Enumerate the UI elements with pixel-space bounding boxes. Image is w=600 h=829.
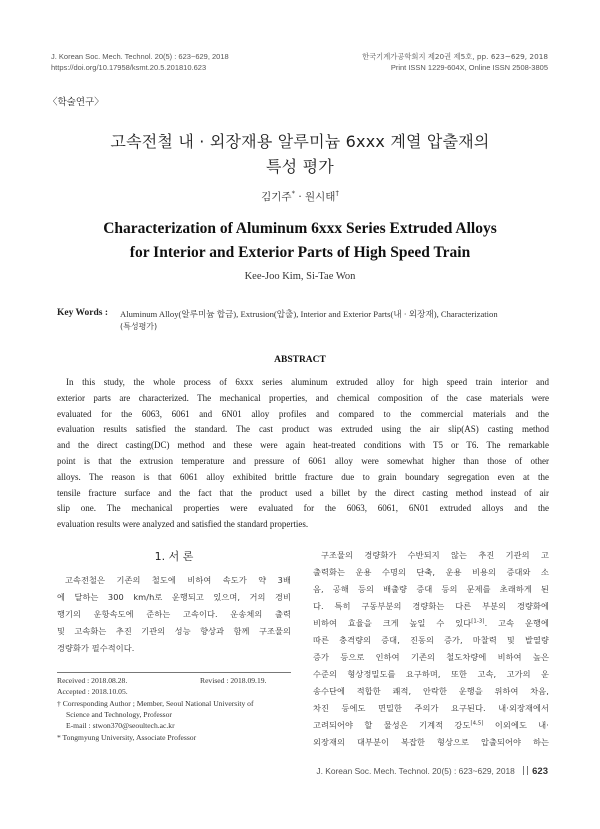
right-col-line: 출력화는 운용 수명의 단축, 운용 비용의 증대와 소 — [313, 567, 549, 577]
authors-english: Kee-Joo Kim, Si-Tae Won — [244, 271, 356, 282]
abstract-line: evaluated for the 6063, 6061 and 6N01 alloy profiles and compared to the commercial materials and the — [57, 408, 549, 419]
author-kim-korean: 김기주 — [261, 191, 292, 203]
author-won-korean: · 원시태 — [294, 191, 336, 203]
coauthor-affiliation: * Tongmyung University, Associate Professor — [57, 733, 197, 742]
right-col-line: 음, 공해 등의 배출량 증대 등의 문제를 초래하게 된 — [313, 584, 549, 594]
header-doi-link[interactable]: https://doi.org/10.17958/ksmt.20.5.201810.623 — [51, 63, 207, 72]
left-col-line: 에 달하는 300 km/h로 운행되고 있으며, 거의 경비 — [57, 592, 291, 602]
title-korean-line2: 특성 평가 — [266, 157, 334, 176]
abstract-line: and the direct casting(DC) method and these were again heat-treated conditions with T5 or T6. The remarkable — [57, 440, 549, 451]
abstract-line: alloys. The reason is that 6061 alloy exhibited brittle fracture due to grain boundary segregation even at the — [57, 471, 549, 482]
footer-citation: J. Korean Soc. Mech. Technol. 20(5) : 623~629, 2018 — [316, 766, 515, 776]
right-col-line: 따른 충격량의 증대, 진동의 증가, 마찰력 및 발열량 — [313, 635, 549, 645]
footer-divider — [523, 766, 524, 775]
abstract-line: In this study, the whole process of 6xxx series aluminum extruded alloy for high speed train interior and — [66, 377, 549, 387]
right-col-line: 수준의 형상정밀도를 요구하며, 또한 고속, 고가의 운 — [313, 669, 549, 679]
right-col-line: 고려되어야 할 물성은 기계적 강도[4,5] 이외에도 내· — [313, 720, 549, 730]
abstract-line: exterior parts are characterized. The mechanical properties, and chemical composition of the case materials were — [57, 392, 549, 403]
received-date: Received : 2018.08.28. — [57, 676, 128, 685]
right-col-line: 증가 등으로 인하여 기존의 철도차량에 비하여 높은 — [313, 652, 549, 662]
footer — [316, 766, 548, 777]
article-category: 〈학술연구〉 — [48, 97, 104, 108]
abstract-line: tensile fracture surface and the fact that the product used a billet by the direct casting method instead of air — [57, 487, 549, 498]
corresponding-author-line2: Science and Technology, Professor — [66, 710, 172, 719]
footer-divider — [527, 766, 528, 775]
corresponding-author-email[interactable]: E-mail : stwon370@seoultech.ac.kr — [66, 721, 175, 730]
authors-korean — [0, 189, 600, 204]
abstract-line: point is that the extrusion temperature and pressure of 6061 alloy were somewhat higher than those of other — [57, 455, 549, 466]
right-col-line: 외장재의 대부분이 복잡한 형상으로 압출되어야 하는 — [313, 737, 549, 747]
revised-date: Revised : 2018.09.19. — [200, 676, 267, 685]
left-col-line: 고속전철은 기존의 철도에 비하여 속도가 약 3배 — [65, 575, 291, 585]
header-issn: Print ISSN 1229-604X, Online ISSN 2508-3805 — [390, 63, 548, 72]
left-col-line: 및 고속화는 추진 기관의 성능 향상과 함께 구조물의 — [57, 626, 291, 636]
abstract-line: evaluation results were analyzed and satisfied the standard properties. — [57, 519, 309, 530]
right-column-body — [313, 547, 549, 751]
right-col-line: 송수단에 적합한 쾌적, 안락한 운행을 위하여 차음, — [313, 686, 549, 696]
left-col-line: 행기의 운항속도에 준하는 고속이다. 운송체의 출력 — [57, 609, 291, 619]
corresponding-author-line1: † Corresponding Author ; Member, Seoul National University of — [57, 699, 254, 708]
title-korean-line1: 고속전철 내 · 외장재용 알루미늄 6xxx 계열 압출재의 — [110, 132, 490, 151]
right-col-line: 다. 특히 구동부분의 경량화는 다른 부분의 경량화에 — [313, 601, 549, 611]
keywords-line2: (특성평가) — [120, 322, 158, 331]
section-1-title: 1. 서 론 — [154, 550, 194, 563]
right-col-line: 차진 등에도 면밀한 주의가 요구된다. 내·외장재에서 — [313, 703, 549, 713]
keywords-line1: Aluminum Alloy(알루미늄 합금), Extrusion(압출), Interior and Exterior Parts(내 · 외장재), Characterization — [120, 309, 498, 319]
title-english-line2: for Interior and Exterior Parts of High Speed Train — [129, 244, 471, 261]
abstract-line: evaluation results satisfied the standard. The cast product was extruded using the air slip(AS) casting method — [57, 424, 549, 435]
left-column-body — [57, 572, 291, 657]
accepted-date: Accepted : 2018.10.05. — [57, 687, 128, 696]
page-number: 623 — [532, 766, 548, 777]
title-english-line1: Characterization of Aluminum 6xxx Series Extruded Alloys — [103, 220, 497, 237]
header-journal-citation: J. Korean Soc. Mech. Technol. 20(5) : 623~629, 2018 — [51, 52, 229, 61]
keywords-label: Key Words : — [57, 308, 109, 318]
abstract-heading: ABSTRACT — [274, 355, 326, 365]
right-col-line: 구조물의 경량화가 수반되지 않는 추진 기관의 고 — [321, 550, 549, 560]
abstract-line: slip one. The mechanical properties were evaluated for the 6063, 6061, 6N01 extruded alloys and the — [57, 503, 549, 514]
author-mark-star: * — [291, 189, 295, 198]
abstract-body — [57, 375, 549, 533]
header-journal-korean: 한국기계가공학회지 제20권 제5호, pp. 623~629, 2018 — [362, 52, 548, 61]
footnote-separator — [57, 672, 291, 673]
right-col-line: 비하여 효율을 크게 높일 수 있다[1-3]. 고속 운행에 — [313, 618, 549, 628]
left-col-line: 경량화가 필수적이다. — [57, 643, 135, 653]
author-mark-dagger: † — [335, 189, 339, 198]
